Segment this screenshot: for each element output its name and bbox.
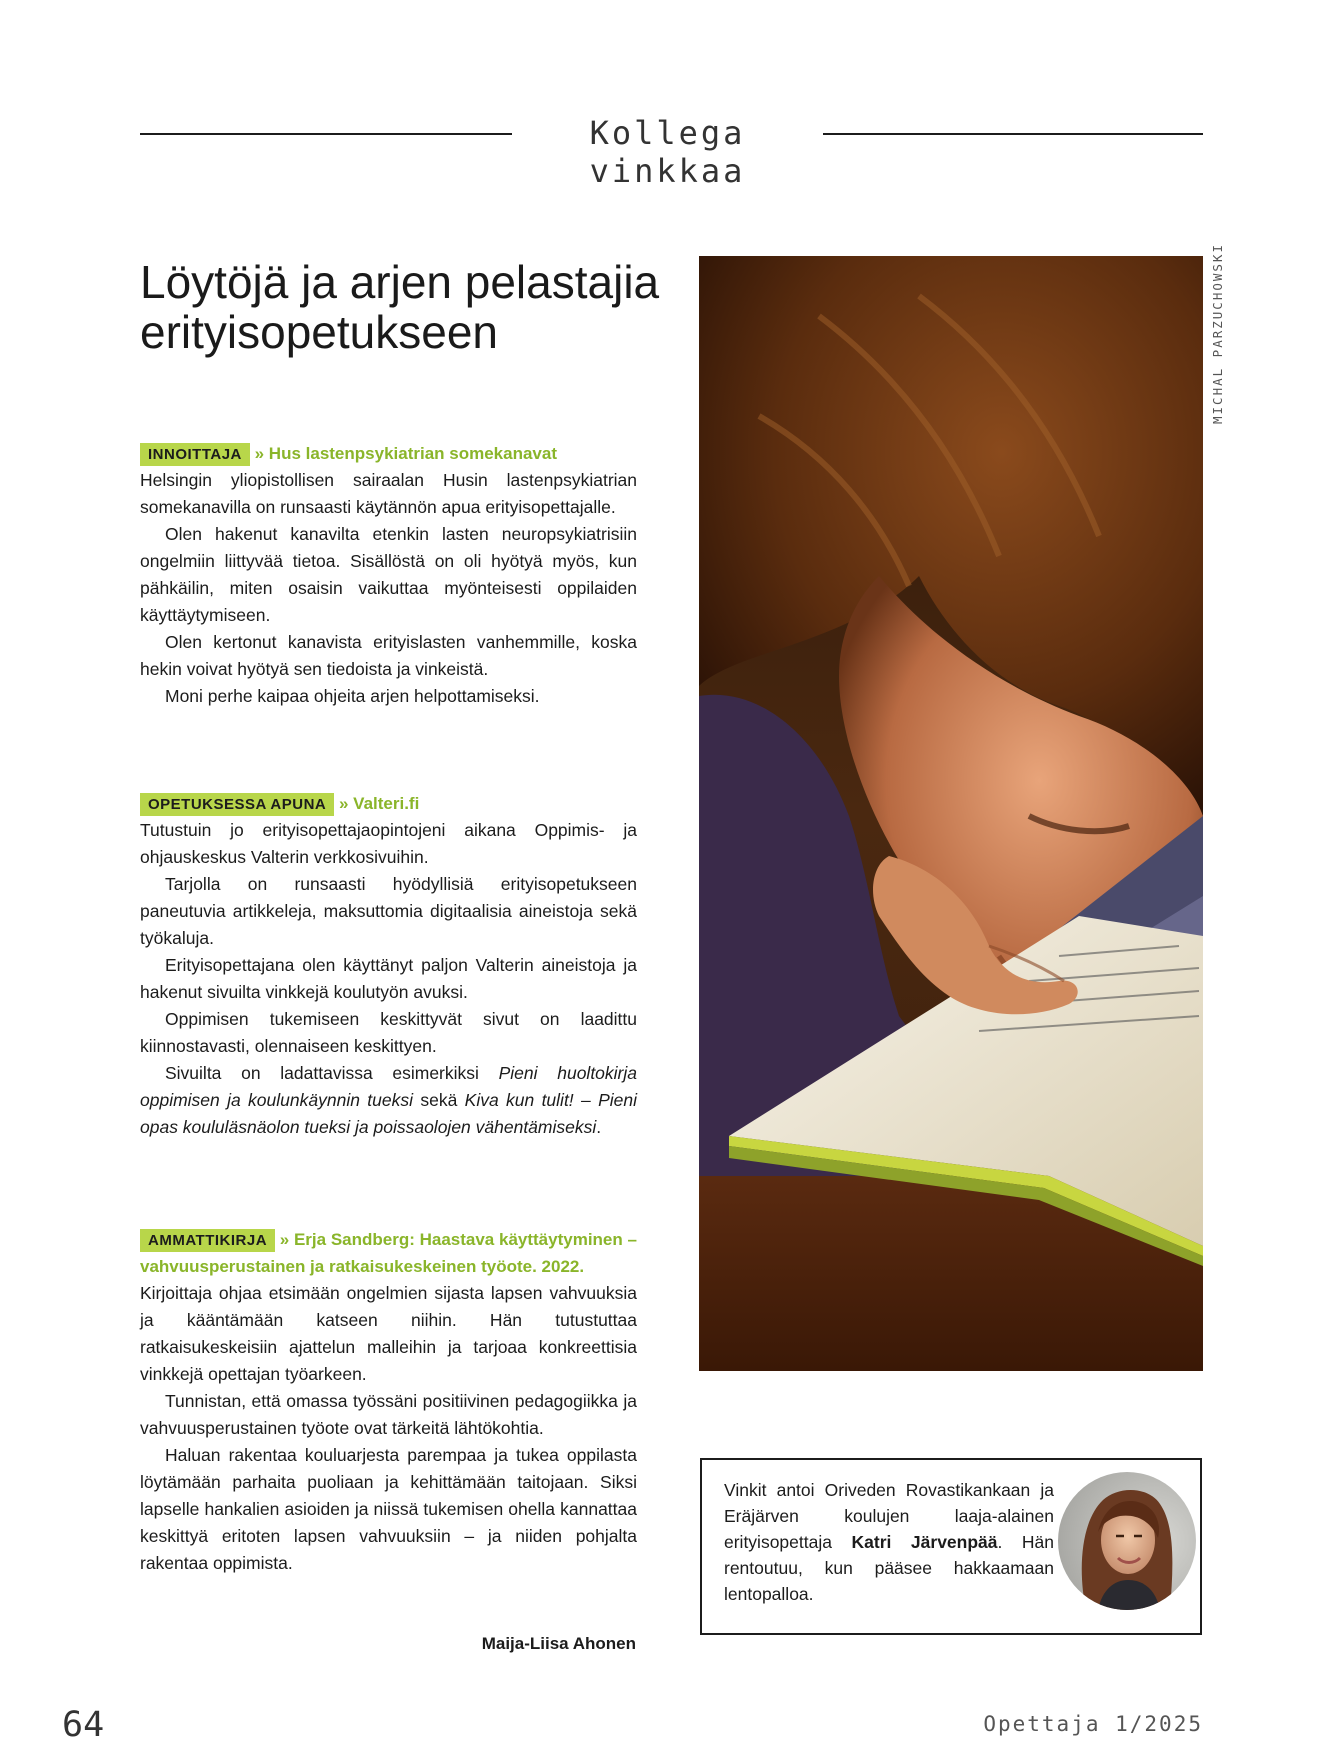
paragraph-middle: sekä [413,1090,465,1110]
paragraph-prefix: Sivuilta on ladattavissa esimerkiksi [165,1063,499,1083]
article-paragraph: Oppimisen tukemiseen keskittyvät sivut on laadittu kiinnostavasti, olennaiseen keskittyen. [140,1009,637,1056]
article-tag: OPETUKSESSA APUNA [140,793,334,816]
article-paragraph [140,1060,637,1141]
article-innoittaja [140,440,637,710]
section-title: Kollega vinkkaa [589,114,746,190]
article-paragraph: Kirjoittaja ohjaa etsimään ongelmien sijasta lapsen vahvuuksia ja kääntämään katseen niihin. Hän tutustuttaa ratkaisukeskeisiin ajattelun malleihin ja tarjoaa konkreettisia vinkkejä opettajan työarkeen. [140,1283,637,1384]
header-rule-left [140,133,512,135]
article-tag: INNOITTAJA [140,443,250,466]
article-paragraph: Erityisopettajana olen käyttänyt paljon Valterin aineistoja ja hakenut sivuilta vinkkejä koulutyön avuksi. [140,955,637,1002]
article-ammattikirja [140,1226,637,1577]
header-rule-right [823,133,1203,135]
article-paragraph: Olen hakenut kanavilta etenkin lasten neuropsykiatrisiin ongelmiin liittyvää tietoa. Sisällöstä on oli hyötyä myös, kun pähkäilin, miten osaisin vaikuttaa myönteisesti oppilaiden käyttäytymiseen. [140,524,637,625]
article-paragraph: Tunnistan, että omassa työssäni positiivinen pedagogiikka ja vahvuusperustainen työote ovat tärkeitä lähtökohtia. [140,1391,637,1438]
article-paragraph: Tutustuin jo erityisopettajaopintojeni aikana Oppimis- ja ohjauskeskus Valterin verkkosivuihin. [140,820,637,867]
article-tag: AMMATTIKIRJA [140,1229,275,1252]
issue-label: Opettaja 1/2025 [983,1712,1203,1736]
article-lead-text: » Valteri.fi [338,794,420,813]
article-paragraph: Olen kertonut kanavista erityislasten vanhemmille, koska hekin voivat hyötyä sen tiedoista ja vinkeistä. [140,632,637,679]
article-paragraph: Moni perhe kaipaa ohjeita arjen helpottamiseksi. [165,686,540,706]
contributor-name: Katri Järvenpää [851,1532,998,1552]
infobox-text [724,1477,1054,1607]
infobox-text-after: . Hän rentoutuu, kun pääsee hakkaamaan lentopalloa. [724,1532,1055,1604]
article-lead-text: » Erja Sandberg: Haastava käyttäytyminen – vahvuusperustainen ja ratkaisukeskeinen työote. 2022. [140,1230,637,1276]
article-lead [140,790,637,817]
article-lead [140,1226,637,1280]
article-lead-text: » Hus lastenpsykiatrian somekanavat [254,444,557,463]
photo-credit: MICHAL PARZUCHOWSKI [1210,243,1225,424]
photo-child-reading [699,256,1203,1371]
title-kiva-kun-tulit: Kiva kun tulit! – Pieni opas koululäsnäolon tueksi ja poissaolojen vähentämiseksi [140,1090,637,1137]
page-number: 64 [62,1705,105,1745]
contributor-infobox [700,1458,1202,1635]
headline: Löytöjä ja arjen pelastajia erityisopetukseen [140,256,660,358]
paragraph-suffix: . [596,1117,602,1137]
article-opetuksessa-apuna [140,790,637,1141]
article-paragraph: Haluan rakentaa kouluarjesta parempaa ja tukea oppilasta löytämään parhaita puoliaan ja kehittämään taitojaan. Siksi lapselle hankalien asioiden ja niissä tukemisen ohella kannattaa keskittyä eritoten lapsen vahvuuksiin – ja niiden pohjalta rakentaa oppimista. [140,1445,637,1573]
portrait-illustration [1058,1472,1196,1610]
photo-illustration [699,256,1203,1371]
contributor-portrait [1058,1472,1196,1610]
article-paragraph: Tarjolla on runsaasti hyödyllisiä erityisopetukseen paneutuvia artikkeleja, maksuttomia digitaalisia aineistoja sekä työkaluja. [140,874,637,948]
title-huoltokirja: Pieni huoltokirja oppimisen ja koulunkäynnin tueksi [140,1063,638,1110]
article-lead [140,440,637,467]
author-byline: Maija-Liisa Ahonen [481,1634,636,1653]
article-paragraph: Helsingin yliopistollisen sairaalan Husin lastenpsykiatrian somekanavilla on runsaasti käytännön apua erityisopettajalle. [140,470,637,517]
infobox-text-before: Vinkit antoi Oriveden Rovastikankaan ja Eräjärven koulujen laaja-alainen erityisopettaja [724,1480,1054,1552]
